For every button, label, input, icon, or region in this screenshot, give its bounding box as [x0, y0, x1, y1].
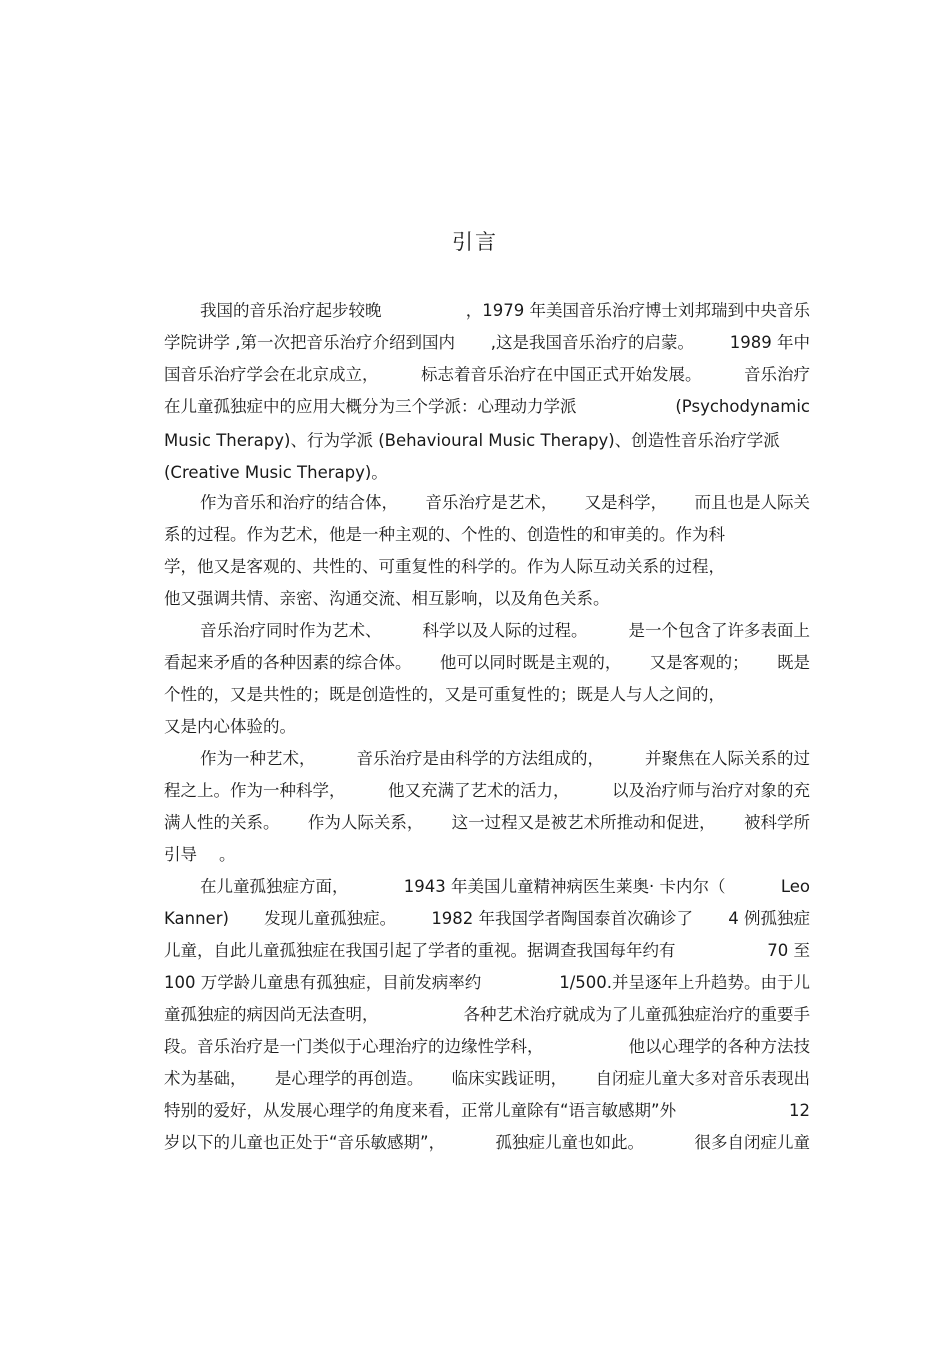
text-segment: ,这是我国音乐治疗的启蒙。 — [490, 333, 694, 352]
text-line — [164, 1130, 810, 1156]
text-segment: 孤独症儿童也如此。 — [495, 1133, 645, 1152]
text-segment: 标志着音乐治疗在中国正式开始发展。 — [421, 365, 702, 384]
text-segment: 我国的音乐治疗起步较晚 — [200, 301, 382, 320]
text-line — [164, 1098, 810, 1124]
text-segment: Kanner) — [164, 909, 229, 928]
text-segment: 1982 年我国学者陶国泰首次确诊了 — [431, 909, 694, 928]
text-segment: 并聚焦在人际关系的过 — [645, 749, 810, 768]
text-segment: 既是 — [776, 653, 810, 672]
text-segment: 科学以及人际的过程。 — [422, 621, 588, 640]
text-line — [164, 362, 810, 388]
text-segment: 自闭症儿童大多对音乐表现出 — [595, 1069, 810, 1088]
text-segment: ，1979 年美国音乐治疗博士刘邦瑞到中央音乐 — [465, 301, 810, 320]
text-segment: 1943 年美国儿童精神病医生莱奥· 卡内尔（ — [403, 877, 726, 896]
text-line — [200, 746, 810, 772]
text-segment: 程之上。作为一种科学， — [164, 781, 346, 800]
text-segment: 发现儿童孤独症。 — [264, 909, 397, 928]
text-segment: 是心理学的再创造。 — [274, 1069, 424, 1088]
text-segment: 又是内心体验的。 — [164, 717, 296, 736]
text-line — [200, 874, 810, 900]
text-line — [164, 1034, 810, 1060]
text-segment: 音乐治疗同时作为艺术、 — [200, 621, 382, 640]
text-line — [164, 778, 810, 804]
text-segment: 被科学所 — [743, 813, 810, 832]
text-segment: 作为人际关系， — [307, 813, 424, 832]
text-line — [200, 618, 810, 644]
text-segment: 70 至 — [767, 941, 810, 960]
text-segment: 在儿童孤独症方面， — [200, 877, 349, 896]
text-segment: 学院讲学 ,第一次把音乐治疗介绍到国内 — [164, 333, 455, 352]
text-line — [164, 810, 810, 836]
text-segment: 4 例孤独症 — [728, 909, 810, 928]
text-segment: 他以心理学的各种方法技 — [628, 1037, 810, 1056]
text-segment: 这一过程又是被艺术所推动和促进， — [451, 813, 716, 832]
text-segment: 100 万学龄儿童患有孤独症，目前发病率约 — [164, 973, 482, 992]
text-segment: 很多自闭症儿童 — [694, 1133, 810, 1152]
text-segment: 临床实践证明， — [451, 1069, 568, 1088]
text-line — [164, 460, 810, 486]
text-segment: 满人性的关系。 — [164, 813, 280, 832]
text-line — [164, 906, 810, 932]
text-segment: 以及治疗师与治疗对象的充 — [612, 781, 810, 800]
text-segment: 儿童，自此儿童孤独症在我国引起了学者的重视。据调查我国每年约有 — [164, 941, 676, 960]
text-line — [164, 714, 810, 740]
text-segment: 童孤独症的病因尚无法查明， — [164, 1005, 379, 1024]
text-segment: 1/500.并呈逐年上升趋势。由于儿 — [559, 973, 810, 992]
text-segment: 学，他又是客观的、共性的、可重复性的科学的。作为人际互动关系的过程， — [164, 557, 725, 576]
text-segment: 国音乐治疗学会在北京成立， — [164, 365, 379, 384]
text-line — [164, 650, 810, 676]
text-segment: 12 — [789, 1101, 810, 1120]
text-segment: (Psychodynamic — [675, 397, 810, 416]
text-line — [164, 682, 810, 708]
text-segment: 引导 — [164, 845, 197, 864]
text-line — [164, 330, 810, 356]
text-segment: 他可以同时既是主观的， — [439, 653, 622, 672]
text-segment: 他又充满了艺术的活力， — [388, 781, 570, 800]
text-line — [164, 970, 810, 996]
text-segment: 又是客观的； — [649, 653, 749, 672]
text-segment: 又是科学， — [584, 493, 668, 512]
text-segment: 作为音乐和治疗的结合体， — [200, 493, 398, 512]
text-segment: 段。音乐治疗是一门类似于心理治疗的边缘性学科， — [164, 1037, 544, 1056]
text-line — [164, 428, 810, 454]
text-line — [164, 842, 810, 868]
text-line — [164, 938, 810, 964]
text-segment: 。 — [219, 845, 236, 864]
text-line — [164, 394, 810, 420]
text-line — [164, 586, 810, 612]
text-segment: 特别的爱好，从发展心理学的角度来看，正常儿童除有“语言敏感期”外 — [164, 1101, 677, 1120]
text-line — [164, 1002, 810, 1028]
text-segment: 作为一种艺术， — [200, 749, 316, 768]
text-segment: 各种艺术治疗就成为了儿童孤独症治疗的重要手 — [463, 1005, 810, 1024]
text-line — [200, 298, 810, 324]
text-segment: 1989 年中 — [729, 333, 810, 352]
text-segment: 看起来矛盾的各种因素的综合体。 — [164, 653, 412, 672]
text-segment: 是一个包含了许多表面上 — [628, 621, 810, 640]
text-segment: 岁以下的儿童也正处于“音乐敏感期”， — [164, 1133, 446, 1152]
text-segment: 而且也是人际关 — [694, 493, 810, 512]
text-line — [164, 1066, 810, 1092]
text-segment: 术为基础， — [164, 1069, 247, 1088]
page-title: 引言 — [452, 230, 498, 254]
text-segment: 音乐治疗是由科学的方法组成的， — [356, 749, 604, 768]
text-segment: Music Therapy)、行为学派 (Behavioural Music Therapy)、创造性音乐治疗学派 — [164, 431, 780, 450]
text-line — [164, 522, 810, 548]
text-line — [200, 490, 810, 516]
text-segment: 音乐治疗 — [744, 365, 810, 384]
text-segment: 系的过程。作为艺术，他是一种主观的、个性的、创造性的和审美的。作为科 — [164, 525, 725, 544]
text-segment: Leo — [780, 877, 810, 896]
text-segment: 他又强调共情、亲密、沟通交流、相互影响，以及角色关系。 — [164, 589, 610, 608]
text-segment: 音乐治疗是艺术， — [425, 493, 558, 512]
text-segment: 个性的，又是共性的；既是创造性的，又是可重复性的；既是人与人之间的， — [164, 685, 725, 704]
text-line — [164, 554, 810, 580]
text-segment: 在儿童孤独症中的应用大概分为三个学派：心理动力学派 — [164, 397, 577, 416]
text-segment: (Creative Music Therapy)。 — [164, 463, 388, 482]
